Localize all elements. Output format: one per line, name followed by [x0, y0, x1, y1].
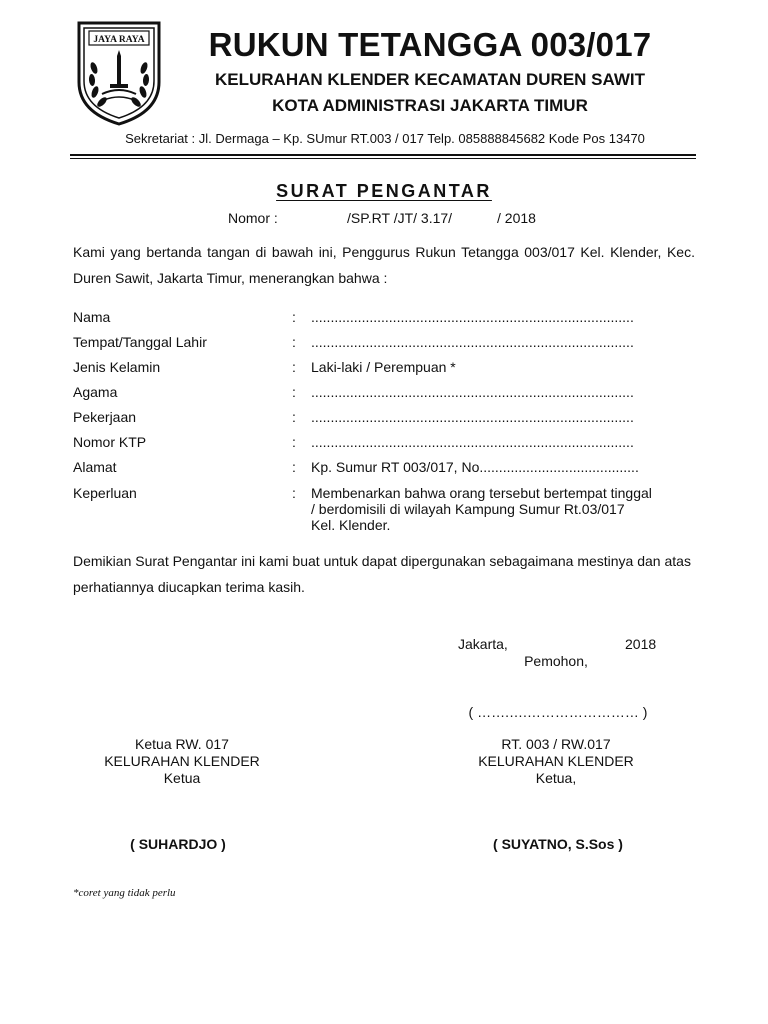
field-label-alamat: Alamat	[73, 459, 117, 475]
field-label-nomor-ktp: Nomor KTP	[73, 434, 147, 450]
header-divider-thick	[70, 154, 696, 156]
field-colon: :	[292, 434, 296, 450]
organization-title: RUKUN TETANGGA 003/017	[208, 26, 652, 63]
field-colon: :	[292, 334, 296, 350]
rt-chief-name: ( SUYATNO, S.Sos )	[493, 836, 623, 852]
header-divider-thin	[70, 158, 696, 159]
rt-title-line-3: Ketua,	[535, 770, 577, 786]
field-value-agama: ...................................................................................	[311, 384, 634, 400]
field-value-jenis-kelamin: Laki-laki / Perempuan *	[311, 359, 456, 375]
nomor-code: /SP.RT /JT/ 3.17/	[347, 210, 453, 226]
field-colon: :	[292, 309, 296, 325]
field-colon: :	[292, 459, 296, 475]
applicant-signature-blank: ( …….….…………………… )	[468, 704, 648, 720]
rw-title-line-1: Ketua RW. 017	[135, 736, 229, 752]
field-value-keperluan-1: Membenarkan bahwa orang tersebut bertempat tinggal	[311, 485, 652, 501]
nomor-label: Nomor :	[228, 210, 278, 226]
footnote: *coret yang tidak perlu	[73, 887, 176, 899]
field-value-nama: ...................................................................................	[311, 309, 634, 325]
field-value-pekerjaan: ...................................................................................	[311, 409, 634, 425]
field-label-agama: Agama	[73, 384, 118, 400]
field-label-ttl: Tempat/Tanggal Lahir	[73, 334, 207, 350]
field-colon: :	[292, 485, 296, 501]
rw-title-line-3: Ketua	[163, 770, 201, 786]
city-line: KOTA ADMINISTRASI JAKARTA TIMUR	[272, 96, 588, 115]
closing-paragraph: Demikian Surat Pengantar ini kami buat untuk dapat dipergunakan sebagaimana mestinya dan atas perhatiannya diucapkan terima kasih.	[73, 553, 691, 595]
field-label-nama: Nama	[73, 309, 111, 325]
field-colon: :	[292, 409, 296, 425]
field-value-alamat: Kp. Sumur RT 003/017, No.........................................	[311, 459, 639, 475]
rt-title-line-1: RT. 003 / RW.017	[501, 736, 611, 752]
rt-title-line-2: KELURAHAN KLENDER	[478, 753, 634, 769]
nomor-year: / 2018	[497, 210, 536, 226]
field-value-ttl: ...................................................................................	[311, 334, 634, 350]
applicant-role: Pemohon,	[524, 653, 588, 669]
rw-chief-name: ( SUHARDJO )	[130, 836, 226, 852]
field-value-nomor-ktp: ...................................................................................	[311, 434, 634, 450]
document-title	[0, 181, 768, 202]
field-value-keperluan-2: / berdomisili di wilayah Kampung Sumur Rt.03/017	[311, 501, 625, 517]
field-colon: :	[292, 384, 296, 400]
field-label-jenis-kelamin: Jenis Kelamin	[73, 359, 161, 375]
field-label-pekerjaan: Pekerjaan	[73, 409, 137, 425]
intro-paragraph: Kami yang bertanda tangan di bawah ini, Penggurus Rukun Tetangga 003/017 Kel. Klender, Kec. Duren Sawit, Jakarta Timur, menerangkan bahwa :	[73, 244, 695, 286]
rw-title-line-2: KELURAHAN KLENDER	[104, 753, 260, 769]
kelurahan-line: KELURAHAN KLENDER KECAMATAN DUREN SAWIT	[214, 70, 646, 89]
signature-year: 2018	[625, 636, 657, 652]
logo-text: JAYA RAYA	[93, 35, 145, 45]
signature-place: Jakarta,	[458, 636, 508, 652]
secretariat-address: Sekretariat : Jl. Dermaga – Kp. SUmur RT.003 / 017 Telp. 085888845682 Kode Pos 13470	[125, 131, 645, 146]
field-value-keperluan-3: Kel. Klender.	[311, 517, 391, 533]
field-label-keperluan: Keperluan	[73, 485, 137, 501]
document-title-text: SURAT PENGANTAR	[276, 181, 492, 201]
field-colon: :	[292, 359, 296, 375]
